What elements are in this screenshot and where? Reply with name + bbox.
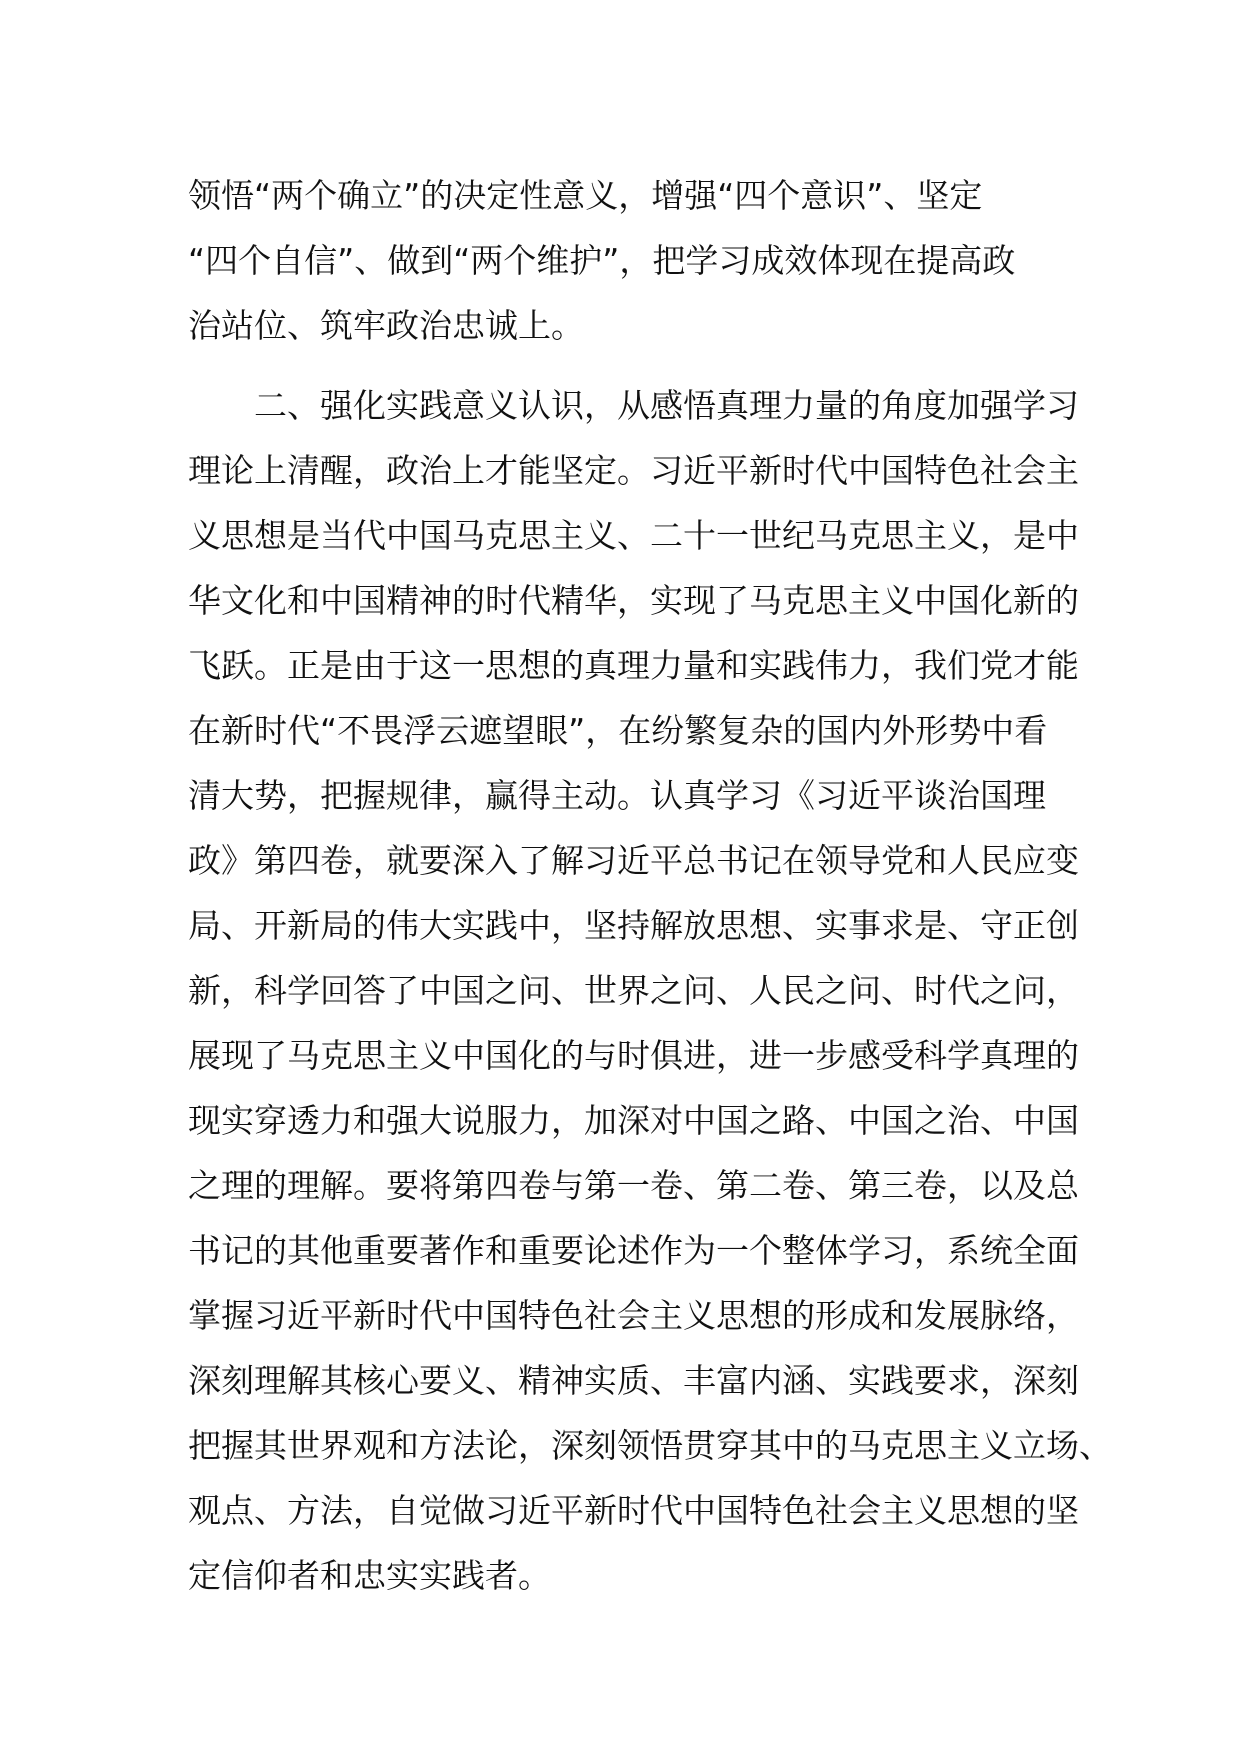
- text-line: 在新时代“不畏浮云遮望眼”，在纷繁复杂的国内外形势中看: [188, 711, 1048, 750]
- paragraph-continued: [188, 163, 1068, 358]
- text-line: 现实穿透力和强大说服力，加深对中国之路、中国之治、中国: [188, 1101, 1079, 1140]
- text-line: 政》第四卷，就要深入了解习近平总书记在领导党和人民应变: [188, 841, 1079, 880]
- text-line: 书记的其他重要著作和重要论述作为一个整体学习，系统全面: [188, 1231, 1079, 1270]
- text-line: 新，科学回答了中国之问、世界之问、人民之问、时代之问，: [188, 971, 1079, 1010]
- text-line: 展现了马克思主义中国化的与时俱进，进一步感受科学真理的: [188, 1036, 1079, 1075]
- text-line: “四个自信”、做到“两个维护”，把学习成效体现在提高政: [188, 241, 1016, 280]
- text-line: 理论上清醒，政治上才能坚定。习近平新时代中国特色社会主: [188, 451, 1079, 490]
- text-line: 把握其世界观和方法论，深刻领悟贯穿其中的马克思主义立场、: [188, 1426, 1112, 1465]
- text-line: 定信仰者和忠实实践者。: [188, 1556, 551, 1595]
- text-line: 义思想是当代中国马克思主义、二十一世纪马克思主义，是中: [188, 516, 1079, 555]
- text-line: 飞跃。正是由于这一思想的真理力量和实践伟力，我们党才能: [188, 646, 1079, 685]
- text-line: 深刻理解其核心要义、精神实质、丰富内涵、实践要求，深刻: [188, 1361, 1079, 1400]
- text-line: 清大势，把握规律，赢得主动。认真学习《习近平谈治国理: [188, 776, 1046, 815]
- text-line: 之理的理解。要将第四卷与第一卷、第二卷、第三卷，以及总: [188, 1166, 1079, 1205]
- text-line: 局、开新局的伟大实践中，坚持解放思想、实事求是、守正创: [188, 906, 1079, 945]
- text-line: 观点、方法，自觉做习近平新时代中国特色社会主义思想的坚: [188, 1491, 1079, 1530]
- paragraph-section-two: [188, 373, 1112, 1608]
- text-line: 华文化和中国精神的时代精华，实现了马克思主义中国化新的: [188, 581, 1079, 620]
- text-line: 领悟“两个确立”的决定性意义，增强“四个意识”、坚定: [188, 176, 983, 215]
- section-heading-line: 二、强化实践意义认识，从感悟真理力量的角度加强学习: [188, 386, 1079, 425]
- text-line: 掌握习近平新时代中国特色社会主义思想的形成和发展脉络，: [188, 1296, 1079, 1335]
- text-line: 治站位、筑牢政治忠诚上。: [188, 306, 584, 345]
